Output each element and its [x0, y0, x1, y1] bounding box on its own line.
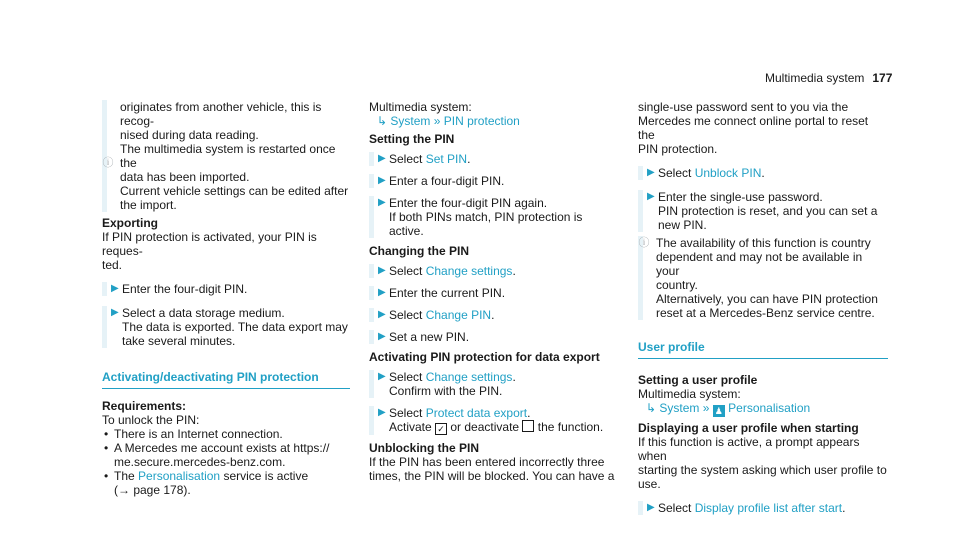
personalisation-icon: ♟ — [714, 406, 723, 416]
text-line: starting the system asking which user profile to — [638, 463, 887, 477]
section-title: User profile — [638, 340, 888, 359]
info-note: ⓘ The availability of this function is country dependent and may not be available in your country. Alternatively, you can have PIN protection reset at a Mercedes-Benz service centre. — [638, 236, 888, 320]
text-line: The data is exported. The data export may — [122, 320, 348, 334]
display-profile-list-link[interactable]: Display profile list after start — [694, 501, 843, 515]
step-arrow-icon: ▶ — [378, 371, 386, 382]
step: ▶ Enter the single-use password. PIN protection is reset, and you can set a new PIN. — [638, 190, 888, 232]
step-arrow-icon: ▶ — [378, 265, 386, 276]
exporting-heading: Exporting — [102, 216, 158, 230]
change-settings-link[interactable]: Change settings — [425, 264, 513, 278]
requirements-heading: Requirements: — [102, 399, 187, 413]
step-arrow-icon: ▶ — [378, 331, 386, 342]
text-line: Mercedes me connect online portal to reset the — [638, 114, 869, 142]
set-pin-link[interactable]: Set PIN — [425, 152, 468, 166]
change-settings-link[interactable]: Change settings — [425, 370, 513, 384]
section-title: Activating/deactivating PIN protection — [102, 370, 350, 389]
path-system[interactable]: System — [659, 401, 700, 415]
text-line: nised during data reading. — [120, 128, 259, 142]
text-line: If the PIN has been entered incorrectly three — [369, 455, 605, 469]
step: ▶ Enter a four-digit PIN. — [369, 174, 617, 188]
text-line: The multimedia system is restarted once the — [120, 142, 336, 170]
step-arrow-icon: ▶ — [378, 287, 386, 298]
step: ▶ Set a new PIN. — [369, 330, 617, 344]
setting-profile-heading: Setting a user profile — [638, 373, 758, 387]
display-profile-heading: Displaying a user profile when starting — [638, 421, 859, 435]
unblock-pin-link[interactable]: Unblock PIN — [694, 166, 762, 180]
change-pin-link[interactable]: Change PIN — [425, 308, 492, 322]
text-line: use. — [638, 477, 661, 491]
step: ▶ Select Display profile list after start. — [638, 501, 888, 515]
info-icon: ⓘ — [638, 237, 650, 249]
text-line: ted. — [102, 258, 123, 272]
page-number: 177 — [872, 71, 893, 85]
column-1 — [102, 100, 350, 497]
text-line: If this function is active, a prompt appears when — [638, 435, 860, 463]
step — [102, 306, 350, 348]
path-system[interactable]: System — [390, 114, 431, 128]
text-line: data has been imported. — [120, 170, 250, 184]
column-3 — [638, 100, 888, 515]
unchecked-box-icon — [522, 420, 534, 432]
step: ▶ Select Set PIN. — [369, 152, 617, 166]
step: ▶ Select Change settings. — [369, 264, 617, 278]
step-arrow-icon: ▶ — [647, 167, 655, 178]
text-line: Select a data storage medium. — [122, 306, 285, 320]
text-line: the import. — [120, 198, 177, 212]
list-item: • A Mercedes me account exists at https:// me.secure.mercedes-benz.com. — [104, 441, 330, 469]
step — [102, 282, 350, 296]
text-line: take several minutes. — [122, 334, 236, 348]
step: ▶ Select Protect data export. Activate ✓ or deactivate the function. — [369, 406, 617, 435]
text-line: times, the PIN will be blocked. You can have a — [369, 469, 615, 483]
step-arrow-icon: ▶ — [111, 307, 119, 318]
unblocking-heading: Unblocking the PIN — [369, 441, 480, 455]
menu-path: ↳ System » ♟ Personalisation — [646, 401, 811, 416]
step-arrow-icon: ▶ — [111, 283, 119, 294]
list-item: • The Personalisation service is active (→ page 178). — [102, 469, 350, 497]
changing-pin-heading: Changing the PIN — [369, 244, 469, 258]
list-item: • There is an Internet connection. — [104, 427, 283, 441]
page-reference-link[interactable]: (→ page 178). — [114, 483, 191, 497]
text-line: originates from another vehicle, this is recog- — [120, 100, 322, 128]
menu-path: ↳ System » PIN protection — [377, 114, 520, 128]
header-title: Multimedia system — [765, 71, 865, 85]
text-line: If PIN protection is activated, your PIN is reques- — [102, 230, 317, 258]
step: ▶ Select Change settings. Confirm with the PIN. — [369, 370, 617, 398]
protect-data-export-link[interactable]: Protect data export — [425, 406, 528, 420]
step-arrow-icon: ▶ — [378, 175, 386, 186]
text-line: single-use password sent to you via the — [638, 100, 849, 114]
column-2 — [369, 100, 617, 483]
text-line: To unlock the PIN: — [102, 413, 200, 427]
step-arrow-icon: ▶ — [378, 197, 386, 208]
checked-box-icon: ✓ — [435, 423, 447, 435]
page-header — [765, 71, 892, 85]
step-arrow-icon: ▶ — [378, 309, 386, 320]
setting-pin-heading: Setting the PIN — [369, 132, 455, 146]
personalisation-link[interactable]: Personalisation — [138, 469, 221, 483]
info-icon: ⓘ — [102, 157, 114, 169]
step-arrow-icon: ▶ — [378, 153, 386, 164]
text-line: Multimedia system: — [638, 387, 741, 401]
text-line: PIN protection. — [638, 142, 718, 156]
text-line: Multimedia system: — [369, 100, 472, 114]
activating-heading: Activating PIN protection for data export — [369, 350, 600, 364]
step: ▶ Enter the four-digit PIN again. If both PINs match, PIN protection is active. — [369, 196, 617, 238]
step-arrow-icon: ▶ — [378, 407, 386, 418]
text-line: Enter the four-digit PIN. — [122, 282, 248, 296]
step: ▶ Select Change PIN. — [369, 308, 617, 322]
text-line: Current vehicle settings can be edited after — [120, 184, 349, 198]
step: ▶ Enter the current PIN. — [369, 286, 617, 300]
step-arrow-icon: ▶ — [647, 191, 655, 202]
path-pin-protection[interactable]: PIN protection — [443, 114, 520, 128]
note-block — [102, 100, 350, 212]
step-arrow-icon: ▶ — [647, 502, 655, 513]
path-personalisation[interactable]: Personalisation — [728, 401, 811, 415]
step: ▶ Select Unblock PIN. — [638, 166, 888, 180]
